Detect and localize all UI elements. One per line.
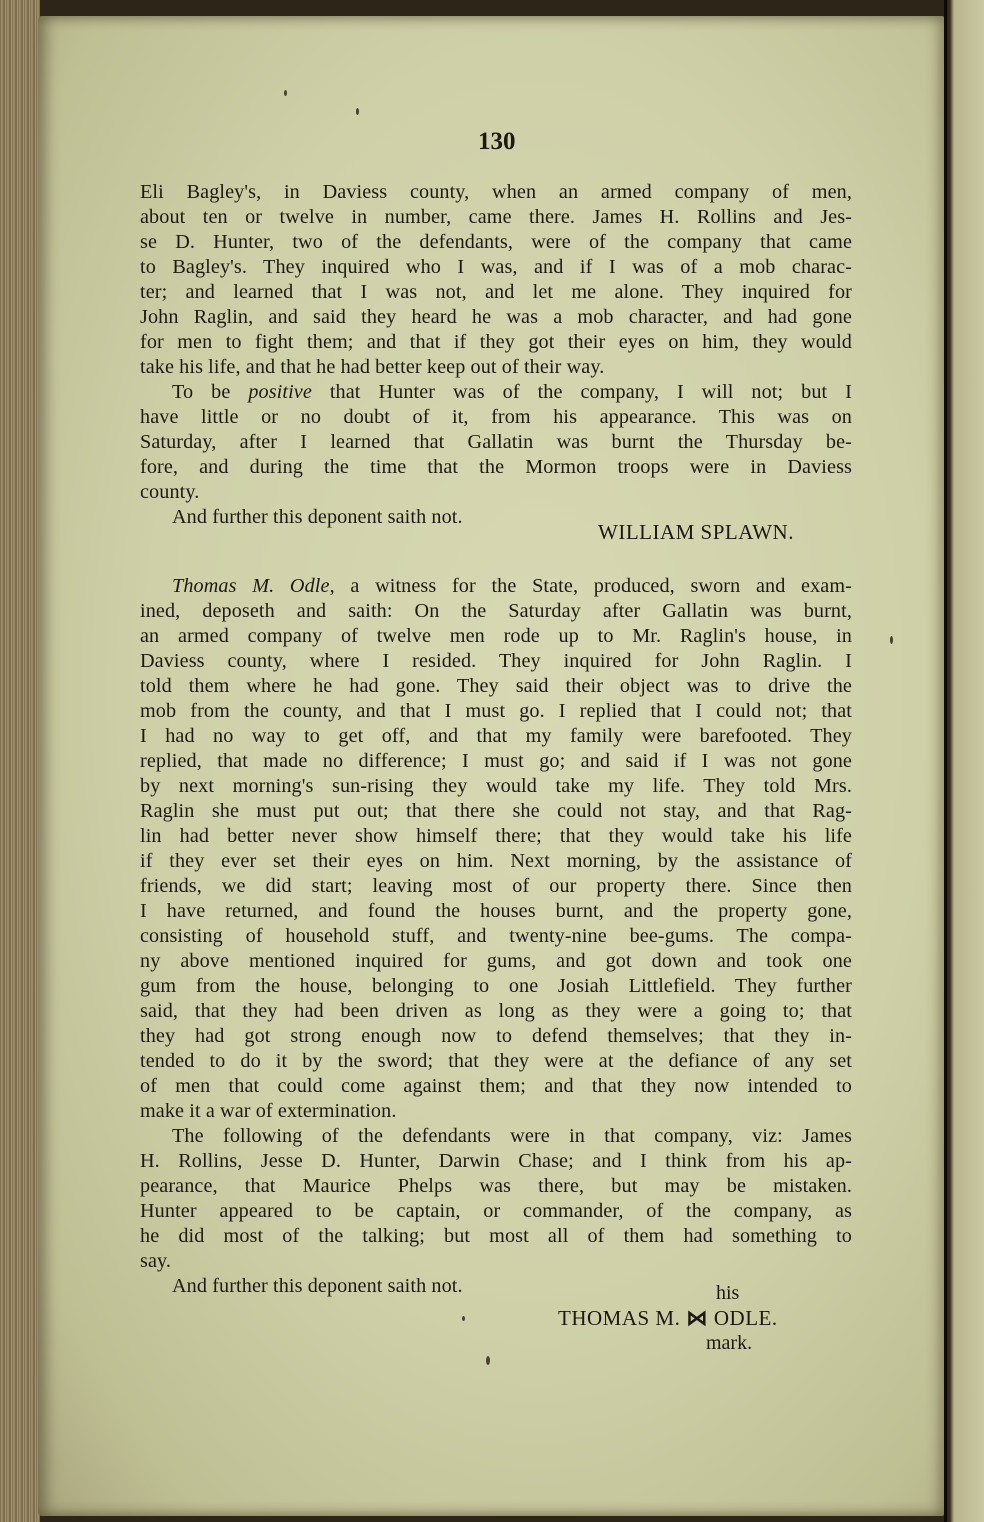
text-line: gum from the house, belonging to one Josiah Littlefield. They further	[140, 975, 852, 997]
signature-his: his	[716, 1282, 740, 1304]
speck	[356, 108, 359, 115]
text-line: they had got strong enough now to defend themselves; that they in-	[140, 1025, 852, 1047]
text-line: lin had better never show himself there; that they would take his life	[140, 825, 852, 847]
text-line: fore, and during the time that the Mormon troops were in Daviess	[140, 456, 852, 478]
text-line: H. Rollins, Jesse D. Hunter, Darwin Chase; and I think from his ap-	[140, 1150, 852, 1172]
witness-name: Thomas M. Odle	[172, 575, 330, 597]
text-line: pearance, that Maurice Phelps was there, but may be mistaken.	[140, 1175, 852, 1197]
text-line: told them where he had gone. They said their object was to drive the	[140, 675, 852, 697]
text-line: ny above mentioned inquired for gums, and got down and took one	[140, 950, 852, 972]
text-line: say.	[140, 1250, 172, 1272]
book-page-edges	[0, 0, 40, 1522]
text-line: Hunter appeared to be captain, or commander, of the company, as	[140, 1200, 852, 1222]
text-line: Thomas M. Odle, a witness for the State, produced, sworn and exam-	[172, 575, 852, 597]
text-line: about ten or twelve in number, came there. James H. Rollins and Jes-	[140, 206, 852, 228]
text-line: I have returned, and found the houses burnt, and the property gone,	[140, 900, 852, 922]
text-line: consisting of household stuff, and twenty-nine bee-gums. The compa-	[140, 925, 852, 947]
page-number: 130	[478, 128, 516, 155]
text-line: The following of the defendants were in that company, viz: James	[172, 1125, 852, 1147]
text-line: To be positive that Hunter was of the company, I will not; but I	[172, 381, 852, 403]
signature-mark: mark.	[706, 1332, 753, 1354]
text-line: Eli Bagley's, in Daviess county, when an armed company of men,	[140, 181, 852, 203]
text-line: tended to do it by the sword; that they were at the defiance of any set	[140, 1050, 852, 1072]
text-line: Daviess county, where I resided. They inquired for John Raglin. I	[140, 650, 852, 672]
speck	[486, 1356, 490, 1365]
mark-x-icon: ⋈	[686, 1306, 708, 1330]
text-line: if they ever set their eyes on him. Next morning, by the assistance of	[140, 850, 852, 872]
text-line: ined, deposeth and saith: On the Saturday after Gallatin was burnt,	[140, 600, 852, 622]
text-line: of men that could come against them; and that they now intended to	[140, 1075, 852, 1097]
text-line: for men to fight them; and that if they got their eyes on him, they would	[140, 331, 852, 353]
text-line: an armed company of twelve men rode up to Mr. Raglin's house, in	[140, 625, 852, 647]
book-gutter	[944, 0, 984, 1522]
text-line: by next morning's sun-rising they would take my life. They told Mrs.	[140, 775, 852, 797]
closing-line: And further this deponent saith not.	[172, 506, 463, 528]
text-line: friends, we did start; leaving most of our property there. Since then	[140, 875, 852, 897]
text-line: said, that they had been driven as long as they were a going to; that	[140, 1000, 852, 1022]
text-line: replied, that made no difference; I must go; and said if I was not gone	[140, 750, 852, 772]
text-line: se D. Hunter, two of the defendants, were of the company that came	[140, 231, 852, 253]
speck	[284, 90, 287, 96]
emphasis: positive	[248, 381, 312, 403]
text-line: make it a war of extermination.	[140, 1100, 397, 1122]
text-line: I had no way to get off, and that my family were barefooted. They	[140, 725, 852, 747]
speck	[462, 1316, 465, 1321]
text-line: ter; and learned that I was not, and let me alone. They inquired for	[140, 281, 852, 303]
text-line: have little or no doubt of it, from his appearance. This was on	[140, 406, 852, 428]
text-line: take his life, and that he had better keep out of their way.	[140, 356, 605, 378]
text-line: Raglin she must put out; that there she could not stay, and that Rag-	[140, 800, 852, 822]
text-line: he did most of the talking; but most all of them had something to	[140, 1225, 852, 1247]
closing-line: And further this deponent saith not.	[172, 1275, 463, 1297]
text-line: Saturday, after I learned that Gallatin was burnt the Thursday be-	[140, 431, 852, 453]
signature-thomas-m-odle: THOMAS M. ⋈ ODLE.	[558, 1306, 778, 1330]
text-line: John Raglin, and said they heard he was a mob character, and had gone	[140, 306, 852, 328]
gutter-shadow	[944, 0, 947, 1522]
speck	[890, 636, 893, 644]
signature-william-splawn: WILLIAM SPLAWN.	[598, 520, 794, 544]
text-line: to Bagley's. They inquired who I was, and if I was of a mob charac-	[140, 256, 852, 278]
text-line: mob from the county, and that I must go. I replied that I could not; that	[140, 700, 852, 722]
text-line: county.	[140, 481, 200, 503]
